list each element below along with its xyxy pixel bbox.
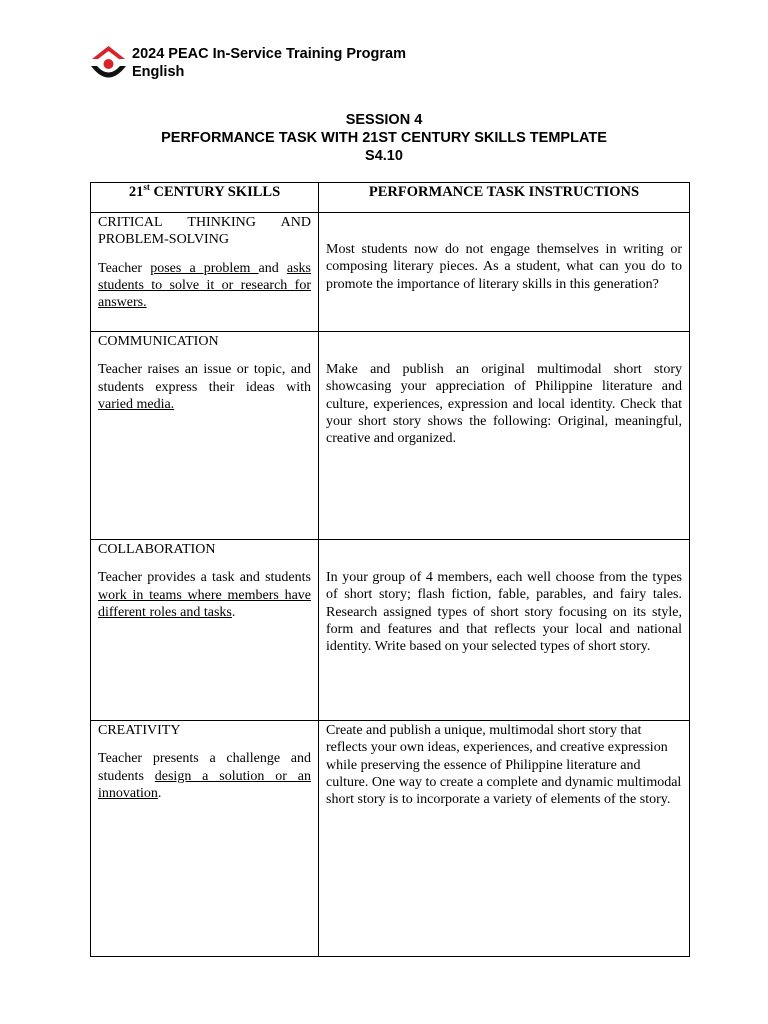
description-text: Teacher provides a task and students (98, 570, 311, 586)
description-text: Teacher (98, 260, 151, 276)
session-title: SESSION 4 (345, 112, 423, 128)
skill-name: COMMUNICATION (98, 334, 219, 349)
table-row (91, 332, 690, 540)
table-header-row (91, 183, 690, 213)
skill-description (98, 361, 311, 413)
template-title: PERFORMANCE TASK WITH 21ST CENTURY SKILLS TEMPLATE (161, 130, 607, 146)
performance-task-table (90, 182, 690, 957)
table-row (91, 721, 690, 957)
template-code: S4.10 (365, 148, 403, 164)
instruction-text: Most students now do not engage themselves in writing or composing literary pieces. As a student, what can you do to promote the importance of literary skills in this generation? (326, 242, 682, 292)
instruction-text: Make and publish an original multimodal short story showcasing your appreciation of Philippine literature and culture, experiences, expression and local identity. Check that your short story shows the following: Original, meaningful, creative and organized. (326, 362, 682, 447)
underlined-phrase: poses a problem (150, 260, 259, 276)
instruction-cell (319, 332, 690, 540)
description-text: and (258, 260, 287, 276)
skill-cell (91, 332, 319, 540)
skill-cell (91, 540, 319, 721)
instruction-cell (319, 213, 690, 332)
skill-name: CRITICAL THINKING AND (98, 215, 311, 230)
instruction-cell (319, 540, 690, 721)
peac-logo-icon (90, 45, 127, 83)
description-text: . (231, 604, 236, 620)
description-text: Teacher raises an issue or topic, and students express their ideas with (98, 362, 311, 395)
skill-name: CREATIVITY (98, 723, 181, 738)
underlined-phrase: asks students to solve it or research for answers. (98, 260, 312, 311)
instruction-text: Create and publish a unique, multimodal short story that reflects your own ideas, experiences, and creative expression while preserving the essence of Philippine literature and culture. One way to create a complete and dynamic multimodal short story is to incorporate a variety of elements of the story. (326, 723, 682, 808)
skill-description (98, 569, 311, 621)
skill-description (98, 260, 311, 312)
underlined-phrase: design a solution or an innovation (98, 768, 311, 801)
skill-name: PROBLEM-SOLVING (98, 232, 229, 248)
subject-label: English (132, 64, 185, 80)
document-title-block (0, 111, 768, 165)
description-text: Teacher presents a challenge and students (98, 751, 311, 784)
program-title: 2024 PEAC In-Service Training Program (132, 46, 406, 62)
skill-name: COLLABORATION (98, 542, 216, 557)
skill-cell (91, 213, 319, 332)
skills-column-header: 21st CENTURY SKILLS (91, 183, 319, 213)
header-text (132, 45, 406, 81)
table-row (91, 213, 690, 332)
underlined-phrase: varied media. (98, 396, 175, 412)
instruction-cell (319, 721, 690, 957)
underlined-phrase: work in teams where members have different roles and tasks (98, 587, 311, 620)
skill-cell (91, 721, 319, 957)
skill-description (98, 750, 311, 802)
description-text: . (157, 785, 162, 801)
instruction-text: In your group of 4 members, each well choose from the types of short story; flash fiction, fable, parables, and fairy tales. Research assigned types of short story focusing on its style, form and features and that reflects your local and national identity. Write based on your selected types of short story. (326, 570, 682, 655)
table-row (91, 540, 690, 721)
instructions-column-header: PERFORMANCE TASK INSTRUCTIONS (319, 183, 690, 213)
